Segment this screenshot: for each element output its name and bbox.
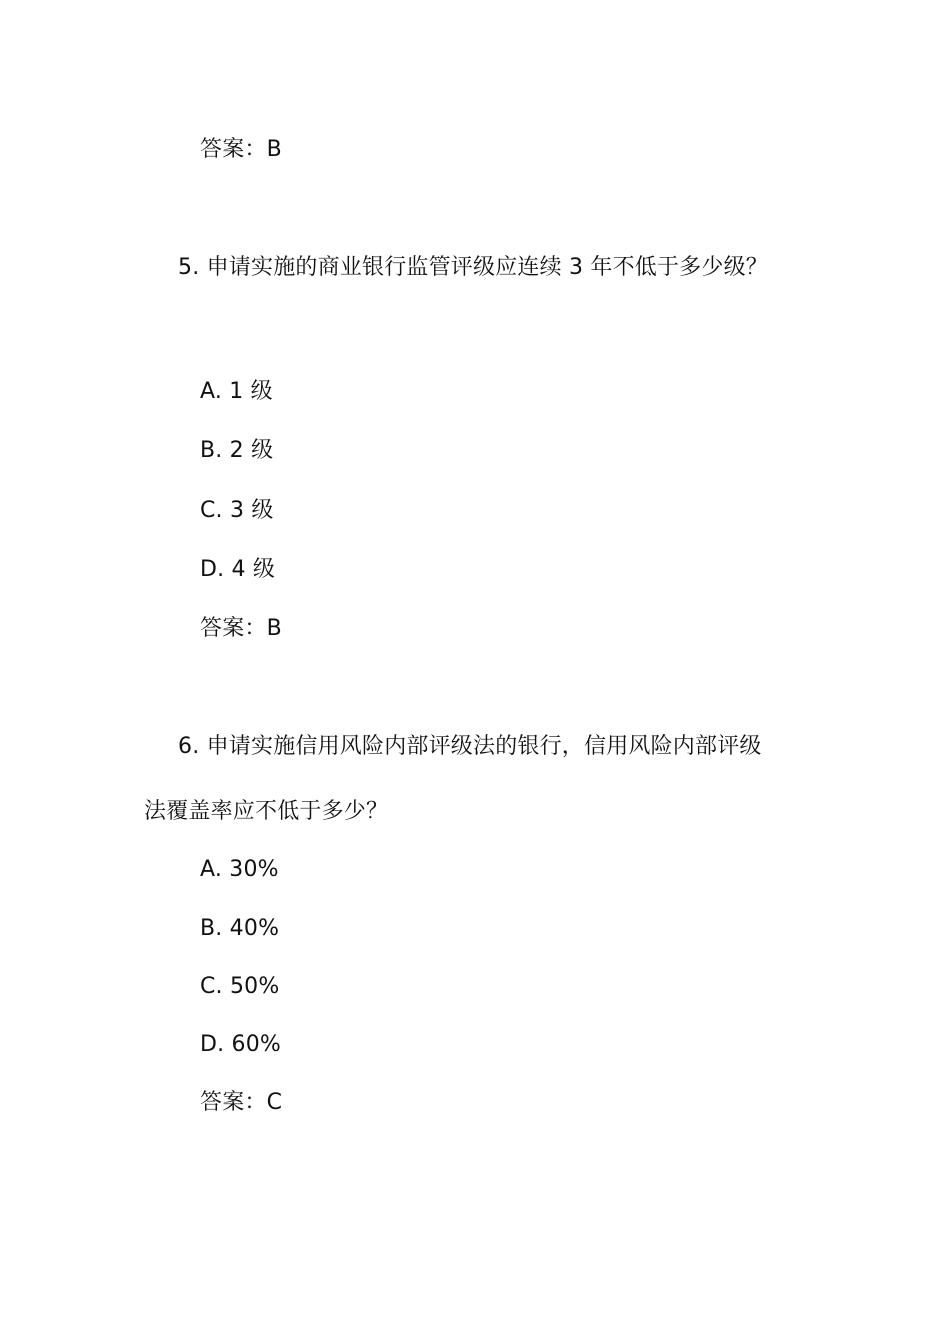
question-5-option-c: C. 3 级	[200, 498, 274, 523]
answer-q6: 答案：C	[200, 1090, 283, 1115]
question-5-option-a: A. 1 级	[200, 379, 273, 404]
question-5-option-b: B. 2 级	[200, 438, 274, 463]
question-5-stem	[178, 254, 768, 282]
question-6-stem-line-1	[178, 733, 762, 761]
answer-q4: 答案：B	[200, 137, 282, 162]
question-5-text: 申请实施的商业银行监管评级应连续 3 年不低于多少级？	[206, 255, 768, 280]
question-6-option-c: C. 50%	[200, 974, 280, 999]
question-6-stem-line-2: 法覆盖率应不低于多少？	[144, 799, 389, 824]
question-6-option-b: B. 40%	[200, 916, 280, 941]
question-5-option-d: D. 4 级	[200, 557, 276, 582]
question-6-number: 6.	[178, 734, 200, 759]
question-6-option-d: D. 60%	[200, 1032, 282, 1057]
answer-q5: 答案：B	[200, 616, 282, 641]
question-6-option-a: A. 30%	[200, 857, 279, 882]
question-5-number: 5.	[178, 255, 200, 280]
question-6-text-1: 申请实施信用风险内部评级法的银行，信用风险内部评级	[206, 734, 762, 759]
